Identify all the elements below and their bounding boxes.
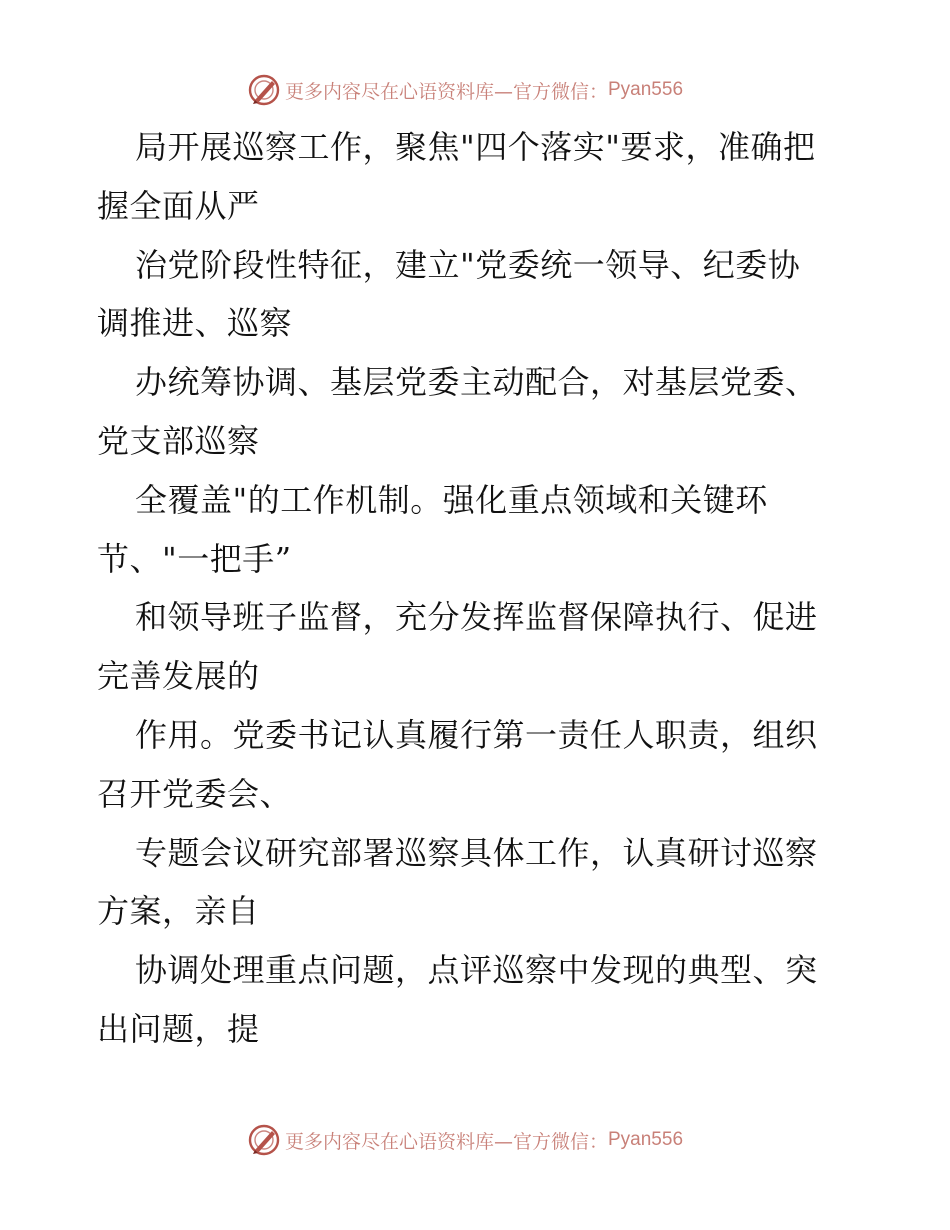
- text-line: 办统筹协调、基层党委主动配合，对基层党委、: [135, 363, 818, 402]
- text-line: 握全面从严: [97, 186, 260, 225]
- text-line: 调推进、巡察: [97, 304, 293, 343]
- text-line: 局开展巡察工作，聚焦"四个落实"要求，准确把: [135, 128, 816, 166]
- text-line: 作用。党委书记认真履行第一责任人职责，组织: [135, 715, 818, 754]
- pen-seal-logo-icon: [247, 1123, 281, 1157]
- text-line: 节、"一把手”: [97, 539, 292, 578]
- banner-text: 更多内容尽在心语资料库—官方微信：: [284, 1130, 608, 1153]
- text-line: 出问题，提: [97, 1009, 260, 1048]
- text-line: 专题会议研究部署巡察具体工作，认真研讨巡察: [135, 833, 818, 872]
- banner-text: 更多内容尽在心语资料库—官方微信：: [284, 80, 608, 103]
- pen-seal-logo-icon: [247, 73, 281, 107]
- text-line: 党支部巡察: [97, 421, 260, 460]
- banner-wechat-id: Pyan556: [608, 79, 684, 100]
- text-line: 全覆盖"的工作机制。强化重点领域和关键环: [135, 480, 768, 519]
- text-line: 完善发展的: [97, 657, 260, 696]
- document-body: [97, 118, 857, 1059]
- text-line: 治党阶段性特征，建立"党委统一领导、纪委协: [135, 245, 801, 284]
- banner-wechat-id: Pyan556: [608, 1129, 684, 1150]
- page-footer-banner: [0, 1120, 950, 1160]
- page-header-banner: [0, 70, 950, 110]
- text-line: 方案，亲自: [97, 892, 260, 931]
- text-line: 召开党委会、: [97, 774, 293, 813]
- text-line: 协调处理重点问题，点评巡察中发现的典型、突: [135, 951, 818, 990]
- text-line: 和领导班子监督，充分发挥监督保障执行、促进: [135, 598, 818, 637]
